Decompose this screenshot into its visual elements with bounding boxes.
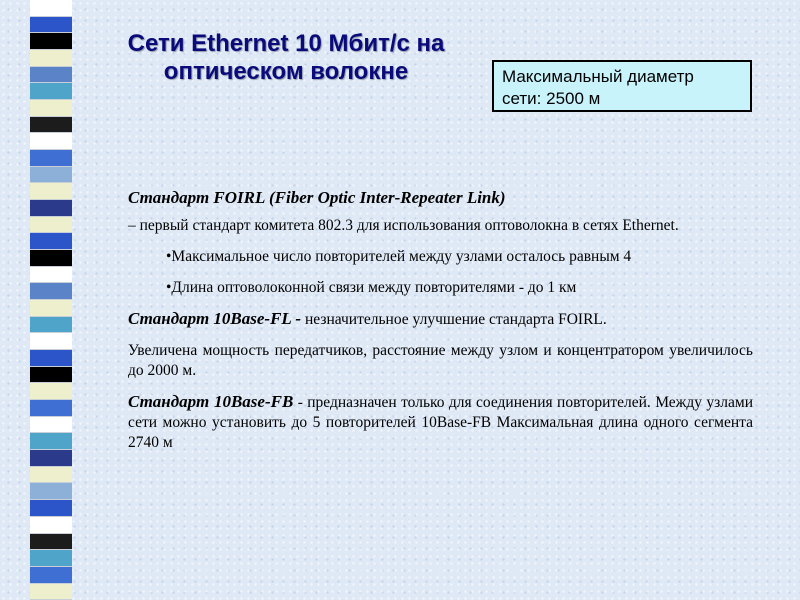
stripe-bar <box>30 0 72 17</box>
foirl-description: – первый стандарт комитета 802.3 для использования оптоволокна в сетях Ethernet. <box>128 217 679 234</box>
decorative-stripe <box>0 0 100 600</box>
stripe-bar <box>30 517 72 534</box>
stripe-bar <box>30 350 72 367</box>
fl-detail: Увеличена мощность передатчиков, расстояние между узлом и концентратором увеличилось до 2000 м. <box>128 342 753 379</box>
stripe-bar <box>30 50 72 67</box>
slide-title <box>100 30 472 86</box>
max-diameter-line1: Максимальный диаметр <box>502 67 694 86</box>
fb-paragraph <box>128 392 753 453</box>
stripe-bar <box>30 433 72 450</box>
stripe-bar <box>30 467 72 484</box>
stripe-bar <box>30 400 72 417</box>
slide-body <box>128 188 753 464</box>
stripe-bar <box>30 250 72 267</box>
decorative-stripe-bars <box>30 0 72 600</box>
stripe-bar <box>30 584 72 600</box>
stripe-bar <box>30 67 72 84</box>
stripe-bar <box>30 267 72 284</box>
stripe-bar <box>30 283 72 300</box>
stripe-bar <box>30 483 72 500</box>
stripe-bar <box>30 450 72 467</box>
foirl-heading: Стандарт FOIRL (Fiber Optic Inter-Repeater Link) <box>128 188 506 207</box>
slide-title-line1: Сети Ethernet 10 Мбит/с на <box>127 30 445 57</box>
stripe-bar <box>30 183 72 200</box>
stripe-bar <box>30 233 72 250</box>
fl-paragraph <box>128 309 753 330</box>
stripe-bar <box>30 567 72 584</box>
stripe-bar <box>30 500 72 517</box>
fl-standard-name: Стандарт 10Base-FL - <box>128 309 302 328</box>
stripe-bar <box>30 217 72 234</box>
fb-standard-name: Стандарт 10Base-FB <box>128 392 294 411</box>
stripe-bar <box>30 33 72 50</box>
foirl-bullet-repeaters: •Максимальное число повторителей между узлами осталось равным 4 <box>166 248 632 265</box>
stripe-bar <box>30 17 72 34</box>
stripe-bar <box>30 383 72 400</box>
stripe-bar <box>30 133 72 150</box>
stripe-bar <box>30 83 72 100</box>
stripe-bar <box>30 300 72 317</box>
stripe-bar <box>30 550 72 567</box>
stripe-bar <box>30 200 72 217</box>
stripe-bar <box>30 417 72 434</box>
stripe-bar <box>30 150 72 167</box>
stripe-bar <box>30 317 72 334</box>
stripe-bar <box>30 167 72 184</box>
fb-text: - предназначен только для соединения повторителей. Между узлами сети можно установить до 5 повторителей 10Base-FB Максимальная длина одного сегмента 2740 м <box>128 394 753 451</box>
stripe-bar <box>30 100 72 117</box>
stripe-bar <box>30 333 72 350</box>
foirl-bullet-link-length: •Длина оптоволоконной связи между повторителями - до 1 км <box>166 279 577 296</box>
stripe-bar <box>30 117 72 134</box>
stripe-bar <box>30 534 72 551</box>
max-diameter-line2: сети: 2500 м <box>502 89 601 108</box>
max-diameter-box <box>492 60 752 112</box>
fl-text: незначительное улучшение стандарта FOIRL. <box>301 311 607 328</box>
stripe-bar <box>30 367 72 384</box>
slide-title-line2: оптическом волокне <box>163 58 409 85</box>
